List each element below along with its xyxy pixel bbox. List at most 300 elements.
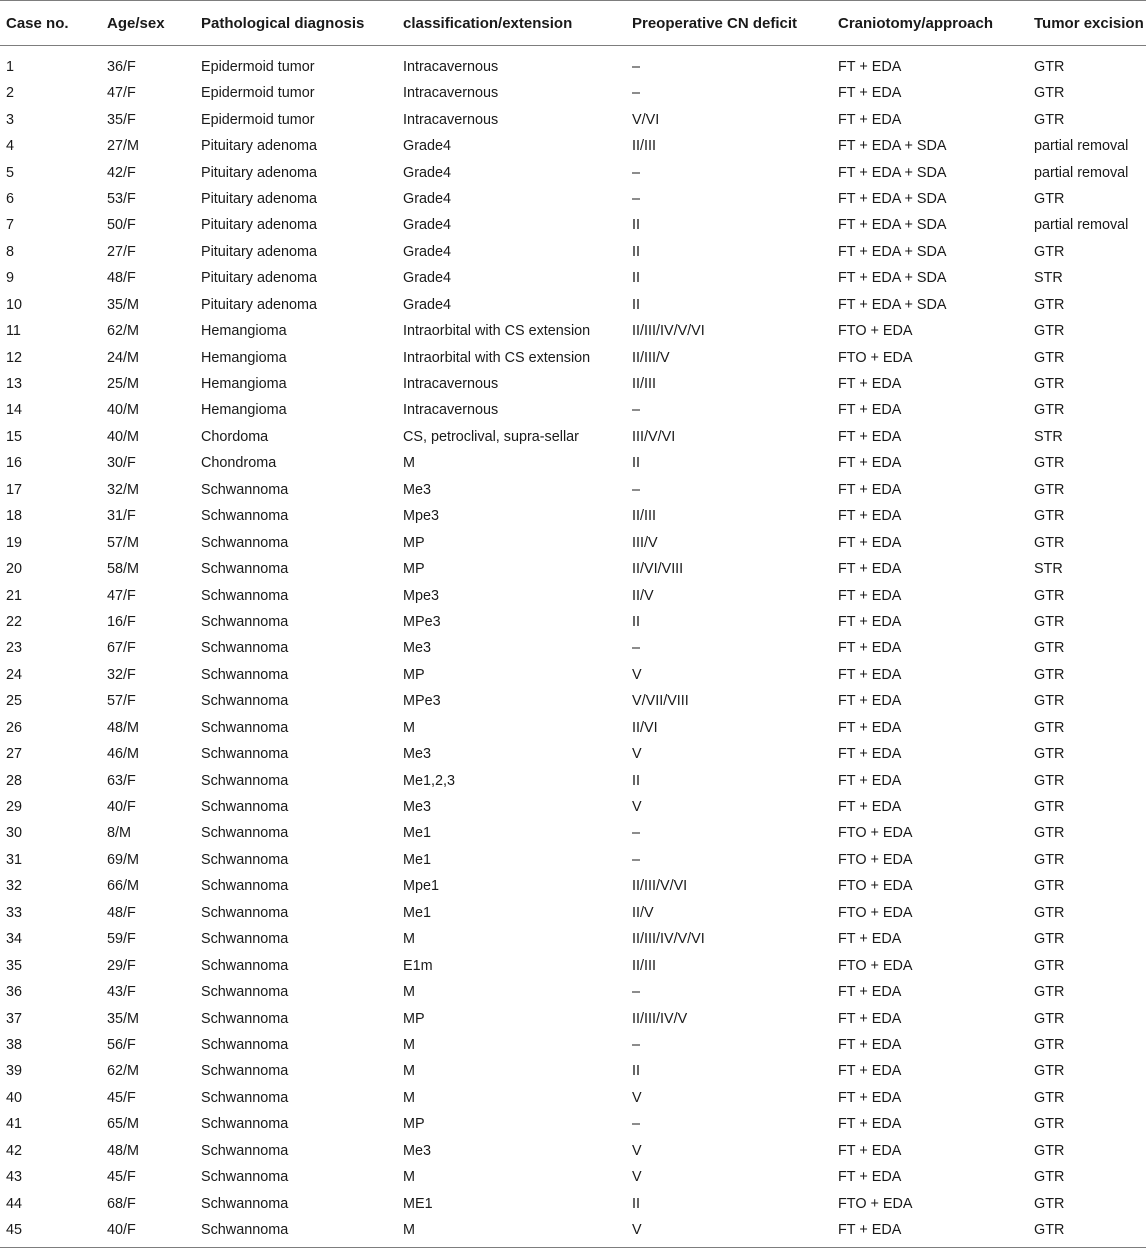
table-body — [0, 46, 1146, 1248]
cell-craniotomy-approach: FT + EDA — [838, 402, 902, 419]
cell-tumor-excision: GTR — [1034, 851, 1065, 868]
cell-craniotomy-approach: FT + EDA — [838, 481, 902, 498]
cell-craniotomy-approach: FTO + EDA — [838, 851, 913, 868]
table-row — [0, 847, 1146, 873]
table-row — [0, 344, 1146, 370]
cell-pathological-diagnosis: Schwannoma — [201, 508, 289, 525]
cell-tumor-excision: GTR — [1034, 693, 1065, 710]
cell-classification-extension: Intraorbital with CS extension — [403, 349, 591, 366]
cell-craniotomy-approach: FT + EDA — [838, 1116, 902, 1133]
cell-age-sex: 32/M — [107, 481, 139, 498]
cell-pathological-diagnosis: Schwannoma — [201, 561, 289, 578]
cell-pathological-diagnosis: Hemangioma — [201, 349, 287, 366]
table-row — [0, 318, 1146, 344]
cell-craniotomy-approach: FT + EDA + SDA — [838, 243, 947, 260]
cell-pathological-diagnosis: Hemangioma — [201, 323, 287, 340]
cell-case-no: 26 — [6, 719, 23, 736]
cell-tumor-excision: GTR — [1034, 455, 1065, 472]
cell-preoperative-cn-deficit: II/VI/VIII — [632, 561, 684, 578]
cell-pathological-diagnosis: Schwannoma — [201, 746, 289, 763]
header-craniotomy-approach: Craniotomy/approach — [832, 1, 1028, 46]
cell-tumor-excision: partial removal — [1034, 138, 1129, 155]
cell-pathological-diagnosis: Schwannoma — [195, 1217, 397, 1248]
cell-preoperative-cn-deficit: V/VII/VIII — [632, 693, 689, 710]
table-row — [0, 635, 1146, 661]
cell-age-sex: 27/F — [107, 243, 136, 260]
cell-preoperative-cn-deficit: II — [632, 772, 640, 789]
cell-classification-extension: Grade4 — [403, 243, 451, 260]
cell-tumor-excision: GTR — [1034, 613, 1065, 630]
cell-craniotomy-approach: FT + EDA — [838, 455, 902, 472]
cell-craniotomy-approach: FT + EDA + SDA — [838, 270, 947, 287]
cell-case-no: 24 — [6, 666, 23, 683]
cell-tumor-excision: GTR — [1034, 746, 1065, 763]
cell-age-sex: 65/M — [107, 1116, 139, 1133]
cell-tumor-excision: GTR — [1034, 825, 1065, 842]
cell-pathological-diagnosis: Schwannoma — [201, 1195, 289, 1212]
cell-case-no: 19 — [6, 534, 23, 551]
cell-tumor-excision: GTR — [1034, 1063, 1065, 1080]
cell-case-no: 4 — [6, 138, 15, 155]
header-age-sex: Age/sex — [101, 1, 195, 46]
cell-case-no: 13 — [6, 376, 23, 393]
cell-craniotomy-approach: FT + EDA + SDA — [838, 190, 947, 207]
cell-age-sex: 62/M — [107, 323, 139, 340]
cell-age-sex: 48/F — [107, 270, 136, 287]
cell-classification-extension: Me3 — [403, 481, 431, 498]
table-row — [0, 1085, 1146, 1111]
cell-craniotomy-approach: FT + EDA — [838, 640, 902, 657]
table-row — [0, 186, 1146, 212]
cell-age-sex: 50/F — [107, 217, 136, 234]
cell-case-no: 38 — [6, 1036, 23, 1053]
cell-craniotomy-approach: FT + EDA — [838, 59, 902, 75]
table-row — [0, 873, 1146, 899]
cell-pathological-diagnosis: Schwannoma — [201, 1036, 289, 1053]
header-classification-extension: classification/extension — [397, 1, 626, 46]
cell-craniotomy-approach: FT + EDA — [832, 1217, 1028, 1248]
cell-case-no: 10 — [6, 296, 23, 313]
table-row — [0, 662, 1146, 688]
cell-craniotomy-approach: FTO + EDA — [838, 1195, 913, 1212]
cell-preoperative-cn-deficit: II/III/IV/V/VI — [632, 931, 705, 948]
cell-age-sex: 45/F — [107, 1169, 136, 1186]
cell-age-sex: 57/M — [107, 534, 139, 551]
cell-classification-extension: Grade4 — [403, 217, 451, 234]
cell-age-sex: 36/F — [107, 59, 136, 75]
cell-classification-extension: M — [403, 984, 415, 1001]
cell-case-no: 42 — [6, 1142, 23, 1159]
cell-classification-extension: MP — [403, 666, 425, 683]
cell-tumor-excision: GTR — [1034, 666, 1065, 683]
cell-preoperative-cn-deficit: V — [632, 1089, 642, 1106]
cell-tumor-excision: GTR — [1034, 349, 1065, 366]
cell-age-sex: 45/F — [107, 1089, 136, 1106]
cell-case-no: 45 — [0, 1217, 101, 1248]
cell-age-sex: 43/F — [107, 984, 136, 1001]
cell-craniotomy-approach: FT + EDA — [838, 85, 902, 102]
table-row — [0, 503, 1146, 529]
cell-case-no: 32 — [6, 878, 23, 895]
cell-preoperative-cn-deficit: V/VI — [632, 111, 660, 128]
cell-classification-extension: Me1,2,3 — [403, 772, 455, 789]
cell-case-no: 11 — [6, 323, 21, 340]
cell-preoperative-cn-deficit: II/III/IV/V/VI — [632, 323, 705, 340]
cell-classification-extension: M — [403, 1063, 415, 1080]
table-row — [0, 477, 1146, 503]
cell-case-no: 36 — [6, 984, 23, 1001]
header-case-no: Case no. — [0, 1, 101, 46]
cell-preoperative-cn-deficit: – — [632, 1116, 641, 1133]
cell-craniotomy-approach: FT + EDA + SDA — [838, 217, 947, 234]
cell-classification-extension: Grade4 — [403, 270, 451, 287]
cell-craniotomy-approach: FT + EDA — [838, 613, 902, 630]
cell-pathological-diagnosis: Schwannoma — [201, 904, 289, 921]
cell-preoperative-cn-deficit: – — [632, 190, 641, 207]
cell-preoperative-cn-deficit: II/III — [632, 508, 656, 525]
cell-preoperative-cn-deficit: II/III/V — [632, 349, 670, 366]
cell-craniotomy-approach: FTO + EDA — [838, 323, 913, 340]
cell-craniotomy-approach: FT + EDA — [838, 587, 902, 604]
cell-tumor-excision: partial removal — [1034, 217, 1129, 234]
cell-classification-extension: Grade4 — [403, 138, 451, 155]
cell-age-sex: 40/M — [107, 402, 139, 419]
table-row — [0, 1005, 1146, 1031]
cell-classification-extension: Me3 — [403, 640, 431, 657]
cell-craniotomy-approach: FTO + EDA — [838, 878, 913, 895]
cell-age-sex: 35/M — [107, 296, 139, 313]
table-row — [0, 424, 1146, 450]
cell-case-no: 14 — [6, 402, 23, 419]
cell-preoperative-cn-deficit: II/VI — [632, 719, 658, 736]
cell-classification-extension: MP — [403, 534, 425, 551]
cell-tumor-excision: GTR — [1034, 402, 1065, 419]
cell-tumor-excision: GTR — [1034, 772, 1065, 789]
cell-classification-extension: M — [403, 719, 415, 736]
cell-tumor-excision: GTR — [1034, 376, 1065, 393]
cell-preoperative-cn-deficit: II — [632, 455, 640, 472]
cell-tumor-excision: GTR — [1034, 243, 1065, 260]
cell-age-sex: 24/M — [107, 349, 139, 366]
table-row — [0, 952, 1146, 978]
cell-age-sex: 69/M — [107, 851, 139, 868]
cell-craniotomy-approach: FT + EDA — [838, 799, 902, 816]
cell-tumor-excision: GTR — [1034, 296, 1065, 313]
cell-age-sex: 46/M — [107, 746, 139, 763]
table-row — [0, 609, 1146, 635]
cell-age-sex: 35/F — [107, 111, 136, 128]
cell-tumor-excision: GTR — [1034, 481, 1065, 498]
cell-tumor-excision: partial removal — [1034, 164, 1129, 181]
cell-craniotomy-approach: FT + EDA — [838, 508, 902, 525]
cell-preoperative-cn-deficit: – — [632, 59, 641, 75]
cell-age-sex: 31/F — [107, 508, 136, 525]
cell-case-no: 28 — [6, 772, 23, 789]
cell-preoperative-cn-deficit: V — [632, 666, 642, 683]
cell-craniotomy-approach: FT + EDA — [838, 1169, 902, 1186]
cell-classification-extension: Intracavernous — [403, 59, 499, 75]
table-row — [0, 450, 1146, 476]
cell-craniotomy-approach: FT + EDA — [838, 428, 902, 445]
cell-age-sex: 40/F — [107, 799, 136, 816]
cell-pathological-diagnosis: Schwannoma — [201, 666, 289, 683]
table-row — [0, 820, 1146, 846]
cell-case-no: 18 — [6, 508, 23, 525]
cell-age-sex: 40/M — [107, 428, 139, 445]
cell-pathological-diagnosis: Epidermoid tumor — [201, 111, 315, 128]
cell-case-no: 21 — [6, 587, 23, 604]
cell-preoperative-cn-deficit: V — [632, 1169, 642, 1186]
cell-craniotomy-approach: FT + EDA + SDA — [838, 138, 947, 155]
cell-preoperative-cn-deficit: – — [632, 402, 641, 419]
cell-case-no: 15 — [6, 428, 23, 445]
cell-age-sex: 59/F — [107, 931, 136, 948]
cell-pathological-diagnosis: Schwannoma — [201, 719, 289, 736]
table-row — [0, 926, 1146, 952]
table-row — [0, 397, 1146, 423]
cell-tumor-excision: GTR — [1034, 508, 1065, 525]
cell-preoperative-cn-deficit: V — [632, 799, 642, 816]
cell-preoperative-cn-deficit: V — [632, 746, 642, 763]
cell-case-no: 17 — [6, 481, 23, 498]
cell-preoperative-cn-deficit: – — [632, 1036, 641, 1053]
cell-age-sex: 16/F — [107, 613, 136, 630]
cell-pathological-diagnosis: Pituitary adenoma — [201, 296, 317, 313]
cell-preoperative-cn-deficit: II — [632, 1063, 640, 1080]
cell-classification-extension: Me1 — [403, 825, 431, 842]
cell-craniotomy-approach: FT + EDA — [838, 772, 902, 789]
cell-pathological-diagnosis: Schwannoma — [201, 693, 289, 710]
table-row — [0, 794, 1146, 820]
table-row — [0, 159, 1146, 185]
cell-tumor-excision: STR — [1034, 561, 1063, 578]
cell-classification-extension: M — [403, 455, 415, 472]
cell-case-no: 22 — [6, 613, 23, 630]
cell-tumor-excision: GTR — [1034, 1089, 1065, 1106]
cell-classification-extension: CS, petroclival, supra-sellar — [403, 428, 579, 445]
cell-case-no: 35 — [6, 957, 23, 974]
cell-classification-extension: Me3 — [403, 799, 431, 816]
cell-tumor-excision: GTR — [1028, 1217, 1146, 1248]
cell-pathological-diagnosis: Schwannoma — [201, 878, 289, 895]
cell-pathological-diagnosis: Schwannoma — [201, 957, 289, 974]
table-row — [0, 688, 1146, 714]
cell-classification-extension: M — [403, 931, 415, 948]
cell-age-sex: 48/F — [107, 904, 136, 921]
cell-preoperative-cn-deficit: II — [632, 270, 640, 287]
cell-classification-extension: Intracavernous — [403, 85, 499, 102]
table-row — [0, 582, 1146, 608]
cell-pathological-diagnosis: Epidermoid tumor — [201, 85, 315, 102]
cell-craniotomy-approach: FT + EDA — [838, 1063, 902, 1080]
cell-classification-extension: Intracavernous — [403, 376, 499, 393]
cell-classification-extension: M — [403, 1169, 415, 1186]
table-row — [0, 212, 1146, 238]
cell-pathological-diagnosis: Schwannoma — [201, 640, 289, 657]
cell-classification-extension: M — [397, 1217, 626, 1248]
cell-classification-extension: Me1 — [403, 904, 431, 921]
cell-case-no: 9 — [6, 270, 15, 287]
cell-case-no: 3 — [6, 111, 15, 128]
cell-case-no: 5 — [6, 164, 15, 181]
cell-age-sex: 58/M — [107, 561, 139, 578]
cell-preoperative-cn-deficit: – — [632, 851, 641, 868]
cell-craniotomy-approach: FT + EDA — [838, 666, 902, 683]
cell-pathological-diagnosis: Chondroma — [201, 455, 277, 472]
cell-classification-extension: MP — [403, 561, 425, 578]
table-row — [0, 239, 1146, 265]
cell-preoperative-cn-deficit: V — [632, 1142, 642, 1159]
cell-craniotomy-approach: FT + EDA — [838, 1089, 902, 1106]
cell-preoperative-cn-deficit: II — [632, 243, 640, 260]
cell-pathological-diagnosis: Schwannoma — [201, 613, 289, 630]
table-row — [0, 979, 1146, 1005]
cell-case-no: 34 — [6, 931, 23, 948]
cell-tumor-excision: GTR — [1034, 640, 1065, 657]
cell-case-no: 2 — [6, 85, 15, 102]
cell-tumor-excision: GTR — [1034, 931, 1065, 948]
cell-craniotomy-approach: FTO + EDA — [838, 825, 913, 842]
cell-tumor-excision: GTR — [1034, 1010, 1065, 1027]
cell-preoperative-cn-deficit: – — [632, 640, 641, 657]
cell-pathological-diagnosis: Schwannoma — [201, 931, 289, 948]
cell-pathological-diagnosis: Schwannoma — [201, 825, 289, 842]
cell-classification-extension: Grade4 — [403, 190, 451, 207]
cell-age-sex: 40/F — [101, 1217, 195, 1248]
cell-preoperative-cn-deficit: III/V/VI — [632, 428, 676, 445]
table-row — [0, 265, 1146, 291]
cell-classification-extension: Mpe1 — [403, 878, 439, 895]
cell-age-sex: 57/F — [107, 693, 136, 710]
cell-craniotomy-approach: FTO + EDA — [838, 904, 913, 921]
cell-case-no: 31 — [6, 851, 23, 868]
cell-case-no: 37 — [6, 1010, 23, 1027]
table-row — [0, 1138, 1146, 1164]
cell-age-sex: 47/F — [107, 587, 136, 604]
cell-classification-extension: Mpe3 — [403, 508, 439, 525]
table-row — [0, 46, 1146, 81]
cell-age-sex: 32/F — [107, 666, 136, 683]
cell-pathological-diagnosis: Schwannoma — [201, 1169, 289, 1186]
cell-classification-extension: MP — [403, 1116, 425, 1133]
cell-craniotomy-approach: FT + EDA — [838, 693, 902, 710]
cell-classification-extension: Me3 — [403, 746, 431, 763]
cell-pathological-diagnosis: Schwannoma — [201, 481, 289, 498]
cell-preoperative-cn-deficit: II/III — [632, 957, 656, 974]
cell-age-sex: 56/F — [107, 1036, 136, 1053]
cell-classification-extension: Intracavernous — [403, 111, 499, 128]
cell-classification-extension: M — [403, 1089, 415, 1106]
table-row — [0, 1058, 1146, 1084]
cell-pathological-diagnosis: Schwannoma — [201, 1142, 289, 1159]
cell-classification-extension: Me1 — [403, 851, 431, 868]
cell-age-sex: 48/M — [107, 1142, 139, 1159]
cell-classification-extension: E1m — [403, 957, 433, 974]
cell-preoperative-cn-deficit: II — [632, 296, 640, 313]
cell-preoperative-cn-deficit: II — [632, 217, 640, 234]
cell-pathological-diagnosis: Schwannoma — [201, 799, 289, 816]
cell-preoperative-cn-deficit: II/V — [632, 904, 654, 921]
cell-preoperative-cn-deficit: – — [632, 481, 641, 498]
cell-age-sex: 27/M — [107, 138, 139, 155]
cell-case-no: 1 — [6, 59, 15, 75]
cell-case-no: 12 — [6, 349, 23, 366]
cell-craniotomy-approach: FTO + EDA — [838, 957, 913, 974]
cell-tumor-excision: GTR — [1034, 719, 1065, 736]
cell-tumor-excision: GTR — [1034, 85, 1065, 102]
table-row — [0, 371, 1146, 397]
header-tumor-excision: Tumor excision — [1028, 1, 1146, 46]
cell-tumor-excision: STR — [1034, 270, 1063, 287]
cell-pathological-diagnosis: Pituitary adenoma — [201, 217, 317, 234]
cell-craniotomy-approach: FT + EDA — [838, 1010, 902, 1027]
cell-pathological-diagnosis: Pituitary adenoma — [201, 190, 317, 207]
cell-case-no: 29 — [6, 799, 23, 816]
cell-case-no: 44 — [6, 1195, 23, 1212]
cell-craniotomy-approach: FT + EDA — [838, 1142, 902, 1159]
cell-tumor-excision: GTR — [1034, 190, 1065, 207]
cell-tumor-excision: GTR — [1034, 323, 1065, 340]
cell-classification-extension: Intraorbital with CS extension — [403, 323, 591, 340]
cell-preoperative-cn-deficit: – — [632, 984, 641, 1001]
cell-classification-extension: MPe3 — [403, 693, 441, 710]
cell-case-no: 33 — [6, 904, 23, 921]
cell-age-sex: 53/F — [107, 190, 136, 207]
cell-pathological-diagnosis: Hemangioma — [201, 376, 287, 393]
cell-age-sex: 30/F — [107, 455, 136, 472]
cell-age-sex: 25/M — [107, 376, 139, 393]
cell-pathological-diagnosis: Chordoma — [201, 428, 269, 445]
cell-classification-extension: Grade4 — [403, 296, 451, 313]
cell-case-no: 30 — [6, 825, 23, 842]
cell-craniotomy-approach: FT + EDA — [838, 931, 902, 948]
cell-craniotomy-approach: FTO + EDA — [838, 349, 913, 366]
cell-tumor-excision: GTR — [1034, 1195, 1065, 1212]
table-row — [0, 715, 1146, 741]
cell-craniotomy-approach: FT + EDA — [838, 534, 902, 551]
cell-pathological-diagnosis: Pituitary adenoma — [201, 270, 317, 287]
cell-pathological-diagnosis: Pituitary adenoma — [201, 164, 317, 181]
table-row — [0, 133, 1146, 159]
cell-age-sex: 68/F — [107, 1195, 136, 1212]
cell-pathological-diagnosis: Schwannoma — [201, 1010, 289, 1027]
cell-craniotomy-approach: FT + EDA + SDA — [838, 164, 947, 181]
table-row — [0, 1032, 1146, 1058]
cell-craniotomy-approach: FT + EDA + SDA — [838, 296, 947, 313]
cell-preoperative-cn-deficit: II — [632, 613, 640, 630]
table-row — [0, 80, 1146, 106]
table-row — [0, 900, 1146, 926]
cell-tumor-excision: GTR — [1034, 534, 1065, 551]
cell-case-no: 16 — [6, 455, 23, 472]
cell-case-no: 25 — [6, 693, 23, 710]
cell-tumor-excision: GTR — [1034, 587, 1065, 604]
cell-preoperative-cn-deficit: – — [632, 85, 641, 102]
cell-tumor-excision: GTR — [1034, 878, 1065, 895]
table-row — [0, 767, 1146, 793]
cell-pathological-diagnosis: Schwannoma — [201, 1063, 289, 1080]
cell-tumor-excision: STR — [1034, 428, 1063, 445]
cell-craniotomy-approach: FT + EDA — [838, 111, 902, 128]
cell-case-no: 40 — [6, 1089, 23, 1106]
cell-age-sex: 48/M — [107, 719, 139, 736]
cell-pathological-diagnosis: Epidermoid tumor — [201, 59, 315, 75]
cell-preoperative-cn-deficit: II/III — [632, 376, 656, 393]
cell-case-no: 8 — [6, 243, 15, 260]
cell-classification-extension: Mpe3 — [403, 587, 439, 604]
cell-preoperative-cn-deficit: II/III/IV/V — [632, 1010, 688, 1027]
table-row — [0, 1111, 1146, 1137]
